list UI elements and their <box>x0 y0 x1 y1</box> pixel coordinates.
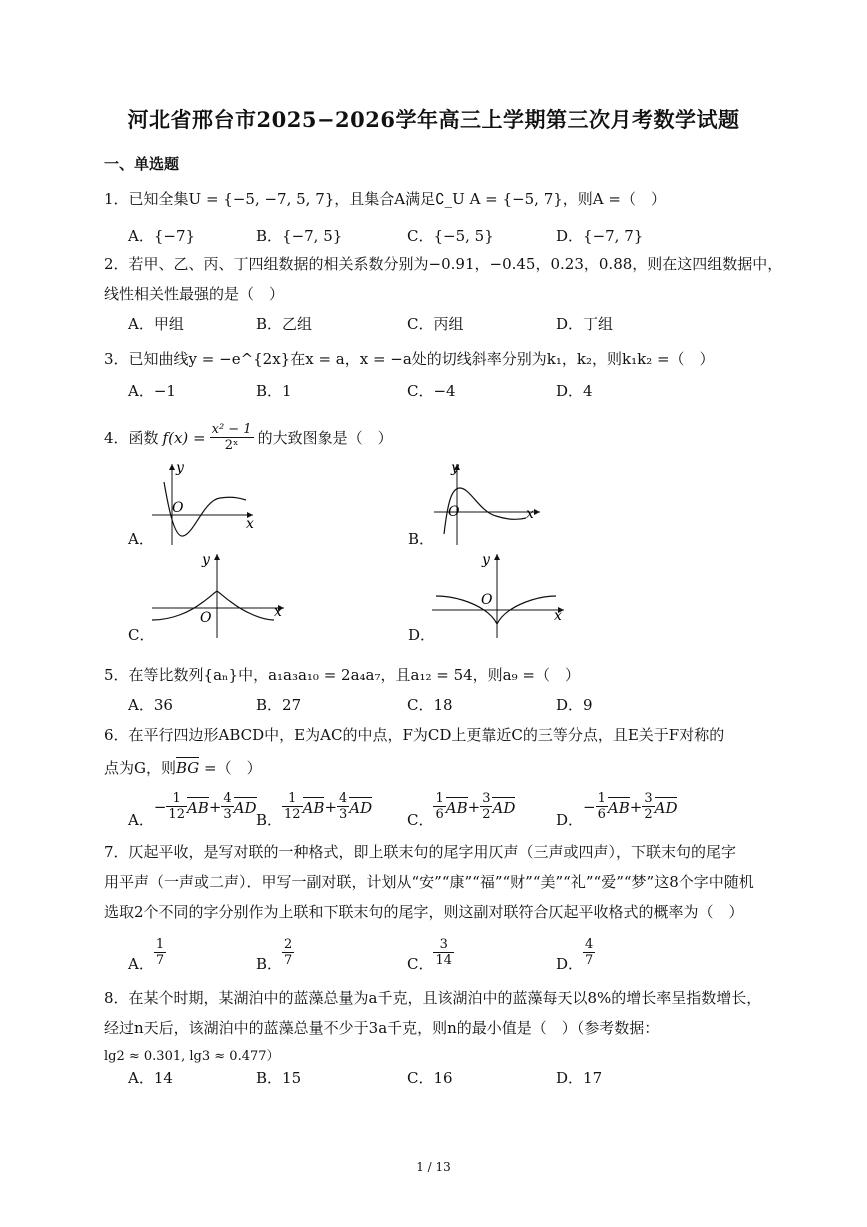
q6-option-d <box>556 790 677 830</box>
q6-c-den2: 2 <box>482 807 491 822</box>
question-6-stem-line1: 6．在平行四边形ABCD中，E为AC的中点，F为CD上更靠近C的三等分点，且E关于F对称的 <box>104 726 725 744</box>
graph-c-plot <box>128 550 288 645</box>
graph-c-label: C． <box>128 626 155 644</box>
question-5-stem: 5．在等比数列{aₙ}中，a₁a₃a₁₀ = 2a₄a₇，且a₁₂ = 54，则a₉ =（ ） <box>104 666 580 684</box>
section-heading: 一、单选题 <box>104 155 180 173</box>
q6-d-num1: 1 <box>597 791 606 806</box>
q4-prefix: 4．函数 <box>104 429 159 447</box>
q6-c-vec2: AD <box>492 798 516 817</box>
graph-d <box>408 550 568 645</box>
q7-option-d <box>556 928 595 974</box>
q6-option-b <box>256 790 372 830</box>
q3-option-a: A．−1 <box>128 382 176 400</box>
q7-option-c <box>407 928 454 974</box>
graph-d-x-label: x <box>554 608 562 624</box>
q6-vector-bg: BG <box>175 759 200 777</box>
q5-option-b: B．27 <box>256 696 302 714</box>
q6-b-num1: 1 <box>282 791 303 807</box>
q6-b-num2: 4 <box>339 791 348 806</box>
graph-d-y-label: y <box>482 552 490 568</box>
q6-c-num1: 1 <box>435 791 444 806</box>
q6-option-b-label: B． <box>256 811 283 829</box>
question-8-stem-line2: 经过n天后，该湖泊中的蓝藻总量不少于3a千克，则n的最小值是（ ）（参考数据： <box>104 1019 660 1037</box>
question-6-options <box>128 790 728 830</box>
q2-option-c: C．丙组 <box>407 315 464 333</box>
q6-a-sign1: − <box>153 797 167 816</box>
q6-c-vec1: AB <box>445 798 468 817</box>
q7-option-b-label: B． <box>256 955 283 973</box>
graph-b <box>408 460 558 550</box>
q6-c-den1: 6 <box>435 807 444 822</box>
q7-d-den: 7 <box>585 953 594 968</box>
question-7-stem-line3: 选取2个不同的字分别作为上联和下联末句的尾字，则这副对联符合仄起平收格式的概率为（ ） <box>104 903 744 921</box>
q6-d-vec1: AB <box>607 798 630 817</box>
q6-stem-prefix: 点为G，则 <box>104 759 176 777</box>
graph-b-label: B． <box>408 530 435 548</box>
q4-function: f(x) = <box>162 428 206 447</box>
q7-d-num: 4 <box>585 937 594 952</box>
q6-option-c <box>407 790 515 830</box>
q3-option-c: C．−4 <box>407 382 456 400</box>
q1-option-c: C．{−5, 5} <box>407 227 494 245</box>
q7-option-b <box>256 928 294 974</box>
graph-b-plot <box>408 460 558 550</box>
q7-option-c-label: C． <box>407 955 434 973</box>
q6-d-den2: 2 <box>644 807 653 822</box>
question-3-stem: 3．已知曲线y = −e^{2x}在x = a，x = −a处的切线斜率分别为k₁，k₂，则k₁k₂ =（ ） <box>104 350 715 368</box>
question-2-stem-line2: 线性相关性最强的是（ ） <box>104 285 285 303</box>
graph-d-label: D． <box>408 626 436 644</box>
q5-option-a: A．36 <box>128 696 173 714</box>
q8-option-d: D．17 <box>556 1069 603 1087</box>
q6-option-a <box>128 790 257 830</box>
graph-a-x-label: x <box>246 516 254 532</box>
q6-option-c-label: C． <box>407 811 434 829</box>
graph-d-plot <box>408 550 568 645</box>
q7-a-num: 1 <box>155 937 165 952</box>
q6-a-den2: 3 <box>223 807 232 822</box>
question-8-stem-line1: 8．在某个时期，某湖泊中的蓝藻总量为a千克，且该湖泊中的蓝藻每天以8%的增长率呈指数增长， <box>104 989 762 1007</box>
q7-c-num: 3 <box>433 937 454 953</box>
graph-a-origin: O <box>172 500 184 516</box>
graph-b-x-label: x <box>526 506 534 522</box>
q6-a-num2: 4 <box>223 791 232 806</box>
q6-option-d-label: D． <box>556 811 584 829</box>
q6-d-vec2: AD <box>654 798 678 817</box>
q5-option-d: D．9 <box>556 696 593 714</box>
graph-d-origin: O <box>481 592 493 608</box>
question-7-stem-line2: 用平声（一声或二声）．甲写一副对联，计划从“安”“康”“福”“财”“美”“礼”“爱”“梦”这8个字中随机 <box>104 873 754 891</box>
q8-option-a: A．14 <box>128 1069 173 1087</box>
question-6-stem-line2 <box>104 757 262 778</box>
q4-suffix: 的大致图象是（ ） <box>257 429 393 447</box>
q1-option-a: A．{−7} <box>128 227 196 245</box>
question-8-stem-line3: lg2 ≈ 0.301, lg3 ≈ 0.477） <box>104 1049 280 1064</box>
graph-b-origin: O <box>448 504 460 520</box>
q4-numerator: x² − 1 <box>211 422 252 437</box>
graph-c <box>128 550 288 645</box>
q7-c-den: 14 <box>435 953 453 968</box>
q5-option-c: C．18 <box>407 696 453 714</box>
q7-option-a <box>128 928 166 974</box>
q8-option-b: B．15 <box>256 1069 302 1087</box>
q6-option-a-label: A． <box>128 811 154 829</box>
q6-b-den1: 12 <box>284 807 301 822</box>
q2-option-d: D．丁组 <box>556 315 614 333</box>
q6-b-sign2: + <box>324 797 338 816</box>
q1-option-d: D．{−7, 7} <box>556 227 644 245</box>
q3-option-d: D．4 <box>556 382 593 400</box>
q7-b-den: 7 <box>284 953 293 968</box>
question-2-stem-line1: 2．若甲、乙、丙、丁四组数据的相关系数分别为−0.91，−0.45，0.23，0.88，则在这四组数据中， <box>104 255 783 273</box>
q6-d-sign1: − <box>583 797 596 816</box>
page-number: 1 / 13 <box>416 1160 451 1174</box>
q6-a-den1: 12 <box>168 807 185 822</box>
q3-option-b: B．1 <box>256 382 292 400</box>
q7-option-d-label: D． <box>556 955 584 973</box>
question-1-stem: 1．已知全集U = {−5, −7, 5, 7}，且集合A满足∁_U A = {−5, 7}，则A =（ ） <box>104 190 666 208</box>
q7-option-a-label: A． <box>128 955 154 973</box>
graph-a-label: A． <box>128 530 154 548</box>
graph-c-y-label: y <box>202 552 210 568</box>
q8-option-c: C．16 <box>407 1069 453 1087</box>
q2-option-a: A．甲组 <box>128 315 184 333</box>
graph-a <box>128 460 268 550</box>
q7-a-den: 7 <box>155 953 165 968</box>
q6-c-sign2: + <box>467 797 481 816</box>
q6-stem-suffix: =（ ） <box>199 759 262 777</box>
graph-c-x-label: x <box>274 604 282 620</box>
graph-a-plot <box>128 460 268 550</box>
q6-a-num1: 1 <box>166 791 187 807</box>
graph-c-origin: O <box>200 610 212 626</box>
q7-b-num: 2 <box>284 937 293 952</box>
q6-d-sign2: + <box>629 797 643 816</box>
q6-a-vec2: AD <box>233 798 257 817</box>
q6-b-vec1: AB <box>302 798 325 817</box>
q6-d-den1: 6 <box>597 807 606 822</box>
q6-b-vec2: AD <box>349 798 373 817</box>
question-7-stem-line1: 7．仄起平收，是写对联的一种格式，即上联末句的尾字用仄声（三声或四声），下联末句的尾字 <box>104 843 737 861</box>
graph-a-y-label: y <box>176 460 184 476</box>
page-title: 河北省邢台市2025−2026学年高三上学期第三次月考数学试题 <box>127 107 740 132</box>
q6-d-num2: 3 <box>644 791 653 806</box>
q6-a-vec1: AB <box>186 798 209 817</box>
q6-b-den2: 3 <box>339 807 348 822</box>
question-4-stem <box>104 422 393 453</box>
q2-option-b: B．乙组 <box>256 315 313 333</box>
q1-option-b: B．{−7, 5} <box>256 227 343 245</box>
question-7-options <box>128 928 728 974</box>
q4-fraction <box>210 422 254 453</box>
graph-b-y-label: y <box>451 460 459 476</box>
q4-denominator: 2ˣ <box>224 438 239 453</box>
q6-a-sign2: + <box>208 797 222 816</box>
q6-c-num2: 3 <box>482 791 491 806</box>
